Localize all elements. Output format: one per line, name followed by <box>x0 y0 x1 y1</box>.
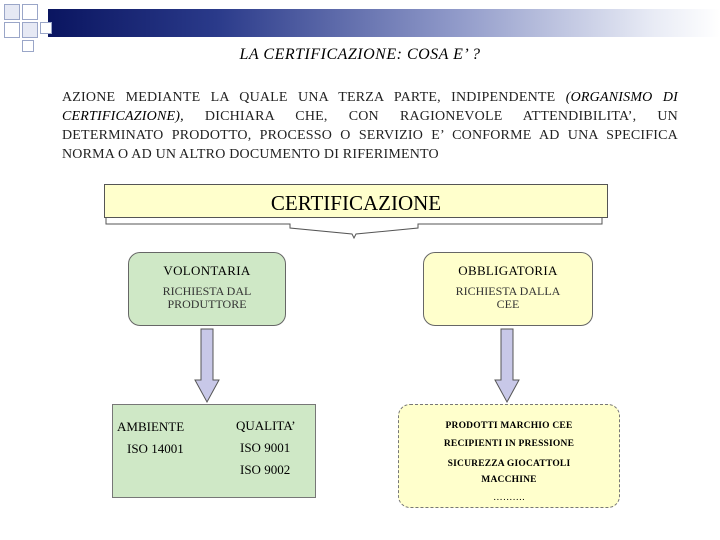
iso9002-label: ISO 9002 <box>240 462 291 477</box>
certificazione-box: CERTIFICAZIONE <box>104 184 608 218</box>
definition-text <box>62 88 678 164</box>
list-item: PRODOTTI MARCHIO CEE <box>445 421 573 431</box>
decor-square <box>40 22 52 34</box>
down-arrow-icon <box>194 328 220 404</box>
definition-part3: DICHIARA CHE, CON RAGIONEVOLE ATTENDIBILITA’, UN DETERMINATO PRODOTTO, PROCESSO O SERVIZIO E’ CONFORME AD UNA SPECIFICA NORMA O AD UN ALTRO DOCUMENTO DI RIFERIMENTO <box>62 109 678 162</box>
obbligatoria-sub-line2: CEE <box>496 297 520 311</box>
obbligatoria-detail-box <box>398 404 620 508</box>
decor-square <box>4 4 20 20</box>
brace-connector <box>104 216 608 240</box>
page-title: LA CERTIFICAZIONE: COSA E’ ? <box>239 46 481 63</box>
list-item: RECIPIENTI IN PRESSIONE <box>443 439 575 449</box>
list-item: SICUREZZA GIOCATTOLI <box>447 459 571 469</box>
iso14001-label: ISO 14001 <box>127 441 184 456</box>
obbligatoria-sub-line1: RICHIESTA DALLA <box>455 284 561 298</box>
iso9001-label: ISO 9001 <box>240 440 291 455</box>
list-item: MACCHINE <box>481 475 537 485</box>
definition-part1: AZIONE MEDIANTE LA QUALE UNA TERZA PARTE, INDIPENDENTE <box>62 90 566 105</box>
qualita-label: QUALITA’ <box>236 418 296 433</box>
volontaria-heading: VOLONTARIA <box>163 263 251 278</box>
obbligatoria-heading: OBBLIGATORIA <box>458 263 558 278</box>
ambiente-label: AMBIENTE <box>117 419 185 434</box>
volontaria-sub-line2: PRODUTTORE <box>167 297 247 311</box>
decor-square <box>4 22 20 38</box>
down-arrow-icon <box>494 328 520 404</box>
decor-square <box>22 4 38 20</box>
volontaria-sub-line1: RICHIESTA DAL <box>162 284 252 298</box>
volontaria-box <box>128 252 286 326</box>
list-item: ………. <box>493 493 525 503</box>
header-gradient-bar <box>48 9 720 37</box>
definition-organism: (ORGANISMO DI CERTIFICAZIONE), <box>62 90 678 124</box>
obbligatoria-box <box>423 252 593 326</box>
decor-square <box>22 22 38 38</box>
